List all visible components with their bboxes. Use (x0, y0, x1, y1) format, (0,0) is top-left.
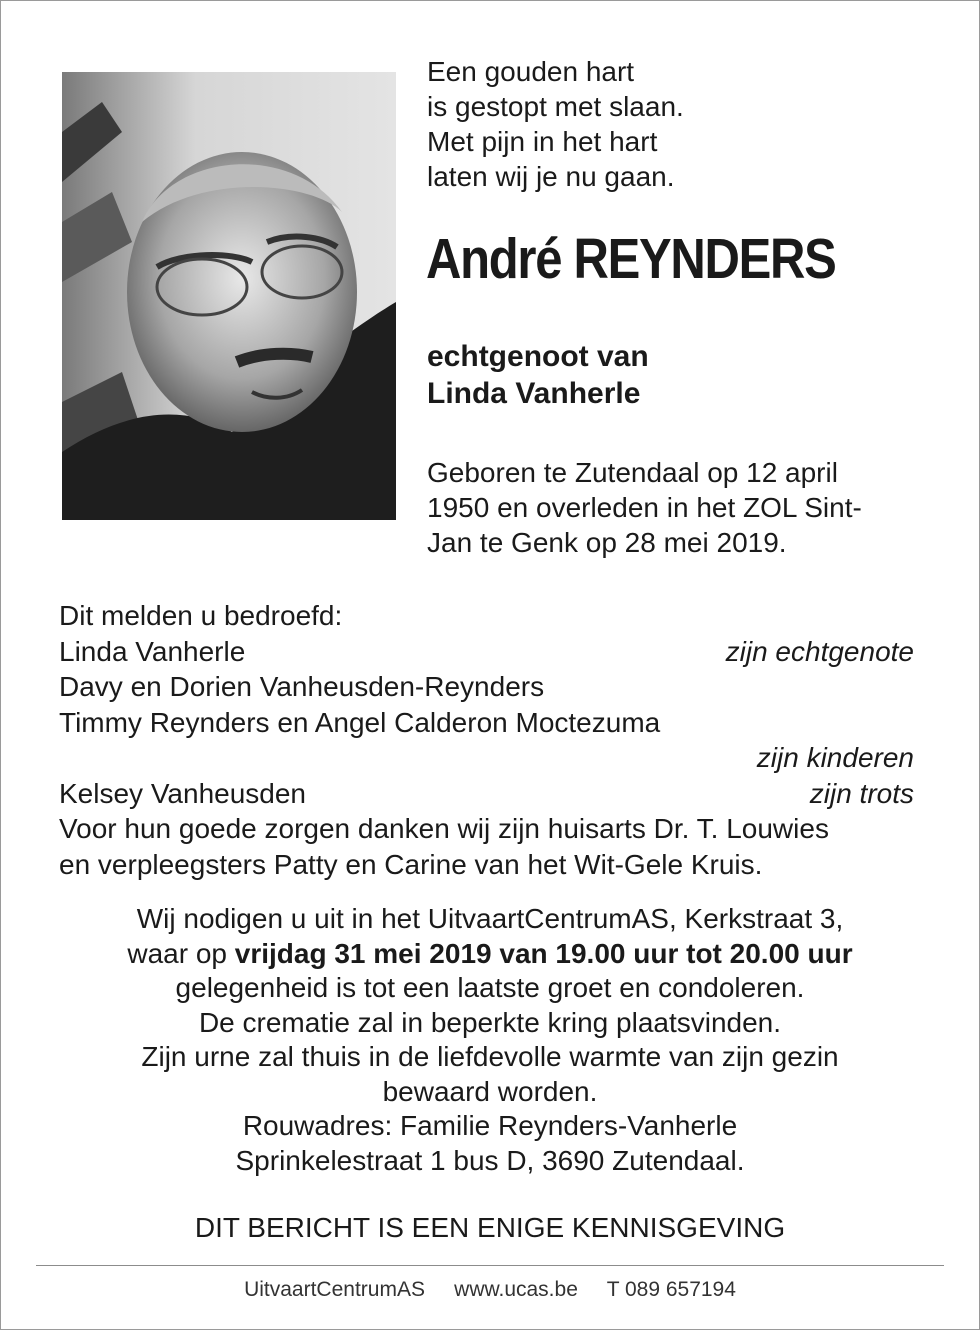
poem-line: is gestopt met slaan. (427, 91, 684, 122)
poem-line: Een gouden hart (427, 56, 635, 87)
invitation-prefix: waar op (127, 937, 235, 969)
birth-line: Jan te Genk op 28 mei 2019. (427, 527, 787, 558)
footer-company: UitvaartCentrumAS (244, 1278, 425, 1301)
divider (36, 1265, 944, 1266)
deceased-name: André REYNDERS (426, 227, 836, 291)
family-member: Davy en Dorien Vanheusden-Reynders (59, 671, 545, 702)
portrait-photo (62, 72, 396, 520)
thanks-line: en verpleegsters Patty en Carine van het Wit-Gele Kruis. (59, 848, 763, 880)
notice: DIT BERICHT IS EEN ENIGE KENNISGEVING (194, 1212, 786, 1243)
family-member: Kelsey Vanheusden (59, 777, 306, 809)
family-row-grandchild (59, 776, 914, 812)
poem (427, 54, 684, 194)
family-relation: zijn kinderen (756, 742, 914, 773)
birth-line: 1950 en overleden in het ZOL Sint- (427, 492, 862, 523)
poem-line: laten wij je nu gaan. (427, 161, 675, 192)
invitation-date-time: vrijdag 31 mei 2019 van 19.00 uur tot 20.00 uur (234, 937, 853, 969)
thanks-line: Voor hun goede zorgen danken wij zijn huisarts Dr. T. Louwies (59, 813, 829, 844)
relation-line: echtgenoot van (427, 340, 649, 373)
family-section (59, 598, 914, 882)
invitation-line: Wij nodigen u uit in het UitvaartCentrumAS, Kerkstraat 3, (136, 903, 844, 934)
invitation-line: De crematie zal in beperkte kring plaatsvinden. (198, 1006, 782, 1038)
family-intro: Dit melden u bedroefd: (59, 600, 343, 631)
footer-website: www.ucas.be (454, 1278, 578, 1301)
poem-line: Met pijn in het hart (427, 126, 658, 157)
family-row-spouse (59, 634, 914, 670)
birth-line: Geboren te Zutendaal op 12 april (427, 457, 838, 488)
family-member: Timmy Reynders en Angel Calderon Moctezuma (59, 706, 661, 738)
spouse-relation (427, 338, 649, 412)
invitation-line: gelegenheid is tot een laatste groet en condoleren. (175, 972, 805, 1003)
invitation-line (40, 937, 940, 972)
invitation-line: Sprinkelestraat 1 bus D, 3690 Zutendaal. (235, 1144, 745, 1176)
footer (40, 1278, 940, 1302)
family-relation: zijn echtgenote (725, 635, 914, 667)
birth-death-info (427, 455, 862, 560)
invitation-line: Rouwadres: Familie Reynders-Vanherle (242, 1110, 738, 1141)
spouse-name: Linda Vanherle (427, 377, 641, 410)
invitation-line: Zijn urne zal thuis in de liefdevolle warmte van zijn gezin (141, 1041, 839, 1072)
footer-phone: T 089 657194 (606, 1278, 736, 1301)
family-member: Linda Vanherle (59, 635, 246, 667)
family-relation: zijn trots (809, 777, 914, 809)
invitation-line: bewaard worden. (382, 1075, 598, 1107)
invitation (40, 902, 940, 1178)
